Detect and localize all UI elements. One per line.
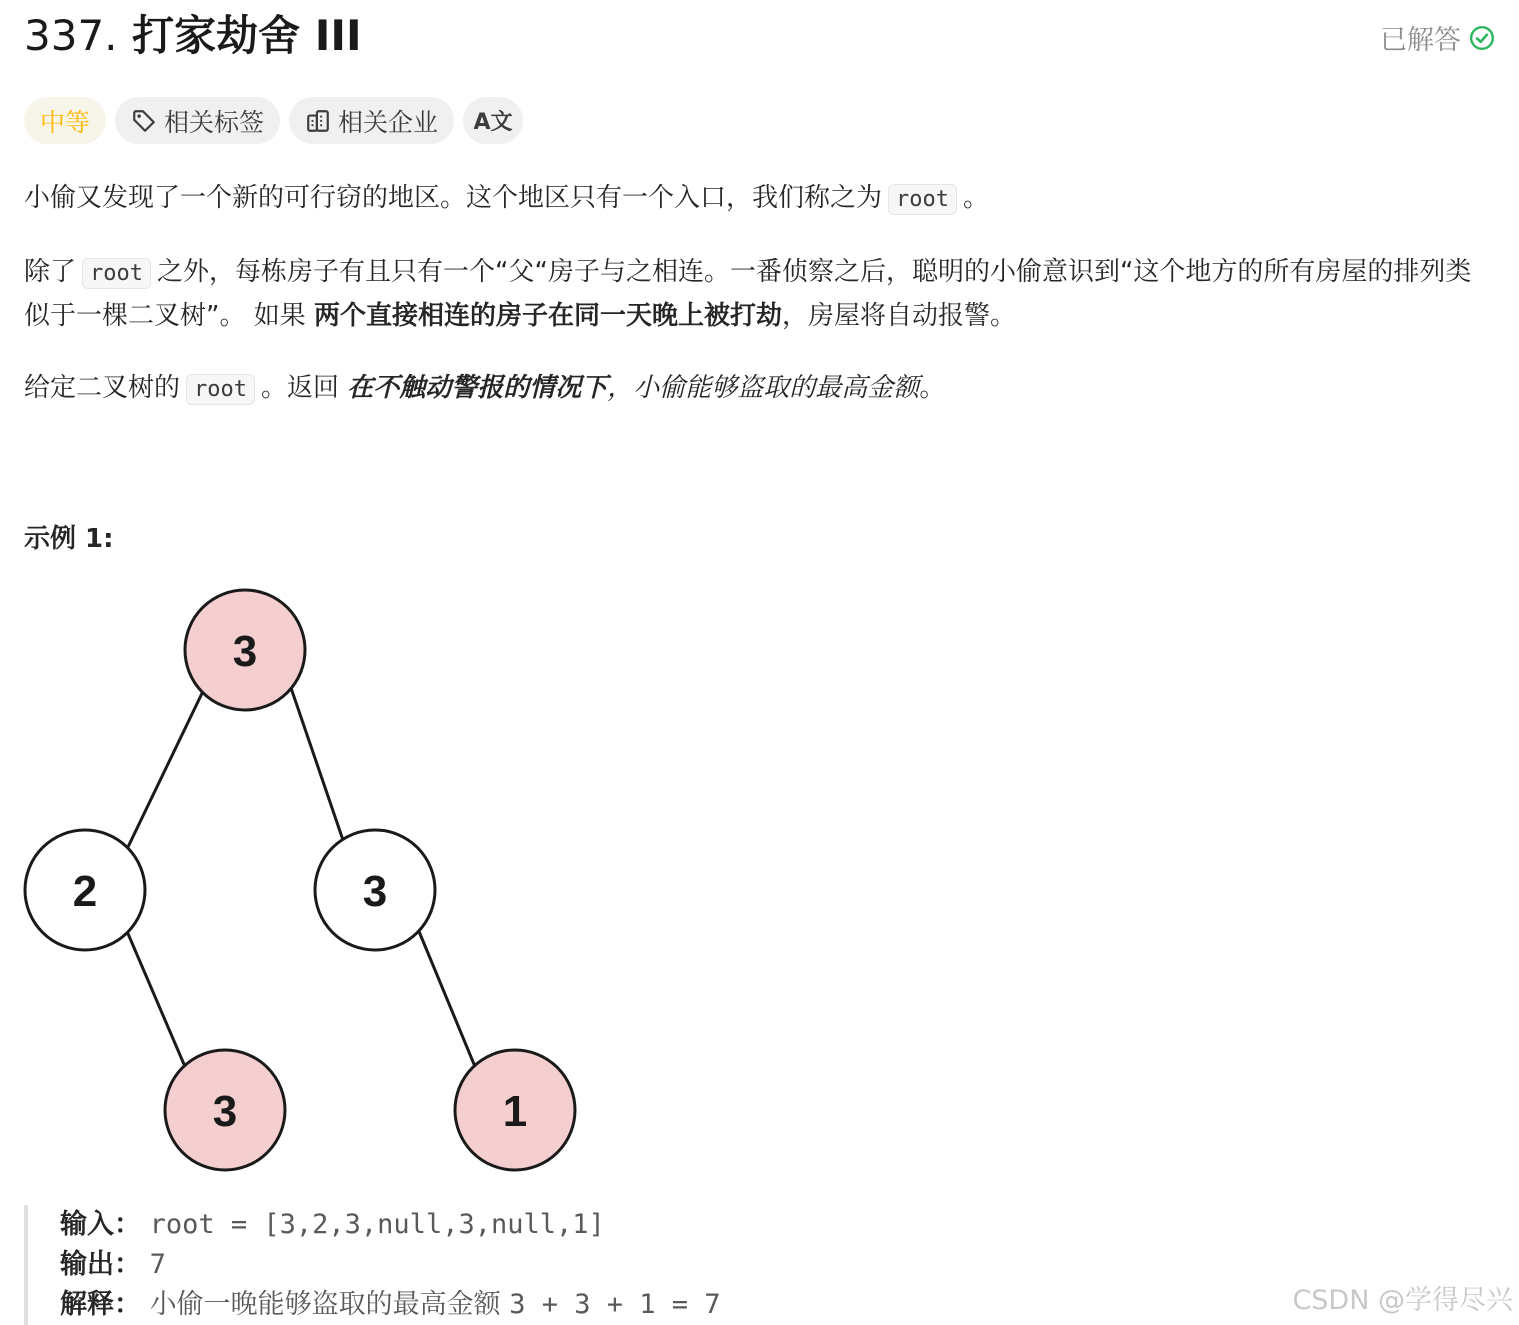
inline-code-root: root	[82, 258, 151, 289]
tree-node-label: 1	[502, 1087, 528, 1136]
input-label: 输入：	[60, 1209, 141, 1240]
desc-text: 。	[919, 373, 946, 403]
explanation-text: 小偷一晚能够盗取的最高金额	[149, 1289, 501, 1320]
desc-bold-text: 两个直接相连的房子在同一天晚上被打劫	[314, 301, 783, 331]
desc-text: 小偷又发现了一个新的可行窃的地区。这个地区只有一个入口，我们称之为	[24, 183, 883, 213]
desc-text: 之外，每栋房子有且只有一个“父“房子与之相连。一番侦察之后，聪明的小偷意识到“这个地方的所有房屋的排列类似于一棵二叉树”。 如果	[24, 257, 1472, 331]
output-value: 7	[149, 1249, 166, 1280]
desc-text: ，房屋将自动报警。	[782, 301, 1017, 331]
difficulty-label: 中等	[40, 107, 91, 137]
check-circle-icon	[1469, 25, 1495, 51]
inline-code-root: root	[186, 374, 255, 405]
example-io-block	[24, 1205, 924, 1325]
description-paragraph-3	[24, 367, 1489, 411]
tag-bar	[24, 97, 523, 144]
tree-node-left	[25, 830, 145, 950]
problem-number: 337.	[24, 11, 118, 60]
example-title: 示例 1:	[24, 524, 114, 554]
desc-text: 除了	[24, 257, 77, 287]
translate-button[interactable]	[463, 97, 523, 144]
tree-node-label: 2	[72, 867, 98, 916]
example-output-row	[60, 1245, 924, 1285]
solved-status	[1380, 18, 1495, 57]
explanation-label: 解释：	[60, 1289, 141, 1320]
desc-italic-text: ，小偷能够盗取的最高金额	[607, 373, 920, 403]
description-paragraph-2	[24, 251, 1489, 338]
translate-icon: A文	[473, 110, 513, 135]
output-label: 输出：	[60, 1249, 141, 1280]
solved-label: 已解答	[1380, 25, 1461, 56]
tree-node-left-right	[165, 1050, 285, 1170]
tag-icon	[131, 108, 157, 134]
tree-edge	[418, 929, 476, 1069]
tree-node-label: 3	[232, 627, 258, 676]
building-icon	[305, 108, 331, 134]
example-input-row	[60, 1205, 924, 1245]
desc-text: 。	[963, 183, 990, 213]
tree-edge	[290, 685, 344, 843]
example-explanation-row	[60, 1285, 924, 1325]
inline-code-root: root	[888, 184, 957, 215]
tree-node-right-right	[455, 1050, 575, 1170]
problem-title	[24, 10, 1495, 62]
problem-header	[24, 10, 1495, 66]
desc-bold-italic-text: 在不触动警报的情况下	[347, 373, 608, 403]
related-companies-label: 相关企业	[338, 107, 439, 137]
tree-node-root	[185, 590, 305, 710]
tree-edge	[126, 929, 186, 1069]
input-value: root = [3,2,3,null,3,null,1]	[149, 1209, 605, 1240]
binary-tree-diagram	[20, 585, 580, 1175]
difficulty-badge[interactable]	[24, 97, 106, 144]
watermark: CSDN @学得尽兴	[1292, 1285, 1513, 1316]
related-tags-button[interactable]	[115, 97, 280, 144]
related-companies-button[interactable]	[289, 97, 454, 144]
explanation-expression: 3 + 3 + 1 = 7	[509, 1289, 721, 1320]
tree-node-right	[315, 830, 435, 950]
description-paragraph-1	[24, 177, 1489, 221]
tree-edge	[128, 685, 206, 847]
problem-name: 打家劫舍 III	[132, 11, 362, 60]
related-tags-label: 相关标签	[164, 107, 265, 137]
tree-node-label: 3	[362, 867, 388, 916]
desc-text: 。返回	[261, 373, 340, 403]
desc-text: 给定二叉树的	[24, 373, 181, 403]
tree-node-label: 3	[212, 1087, 238, 1136]
